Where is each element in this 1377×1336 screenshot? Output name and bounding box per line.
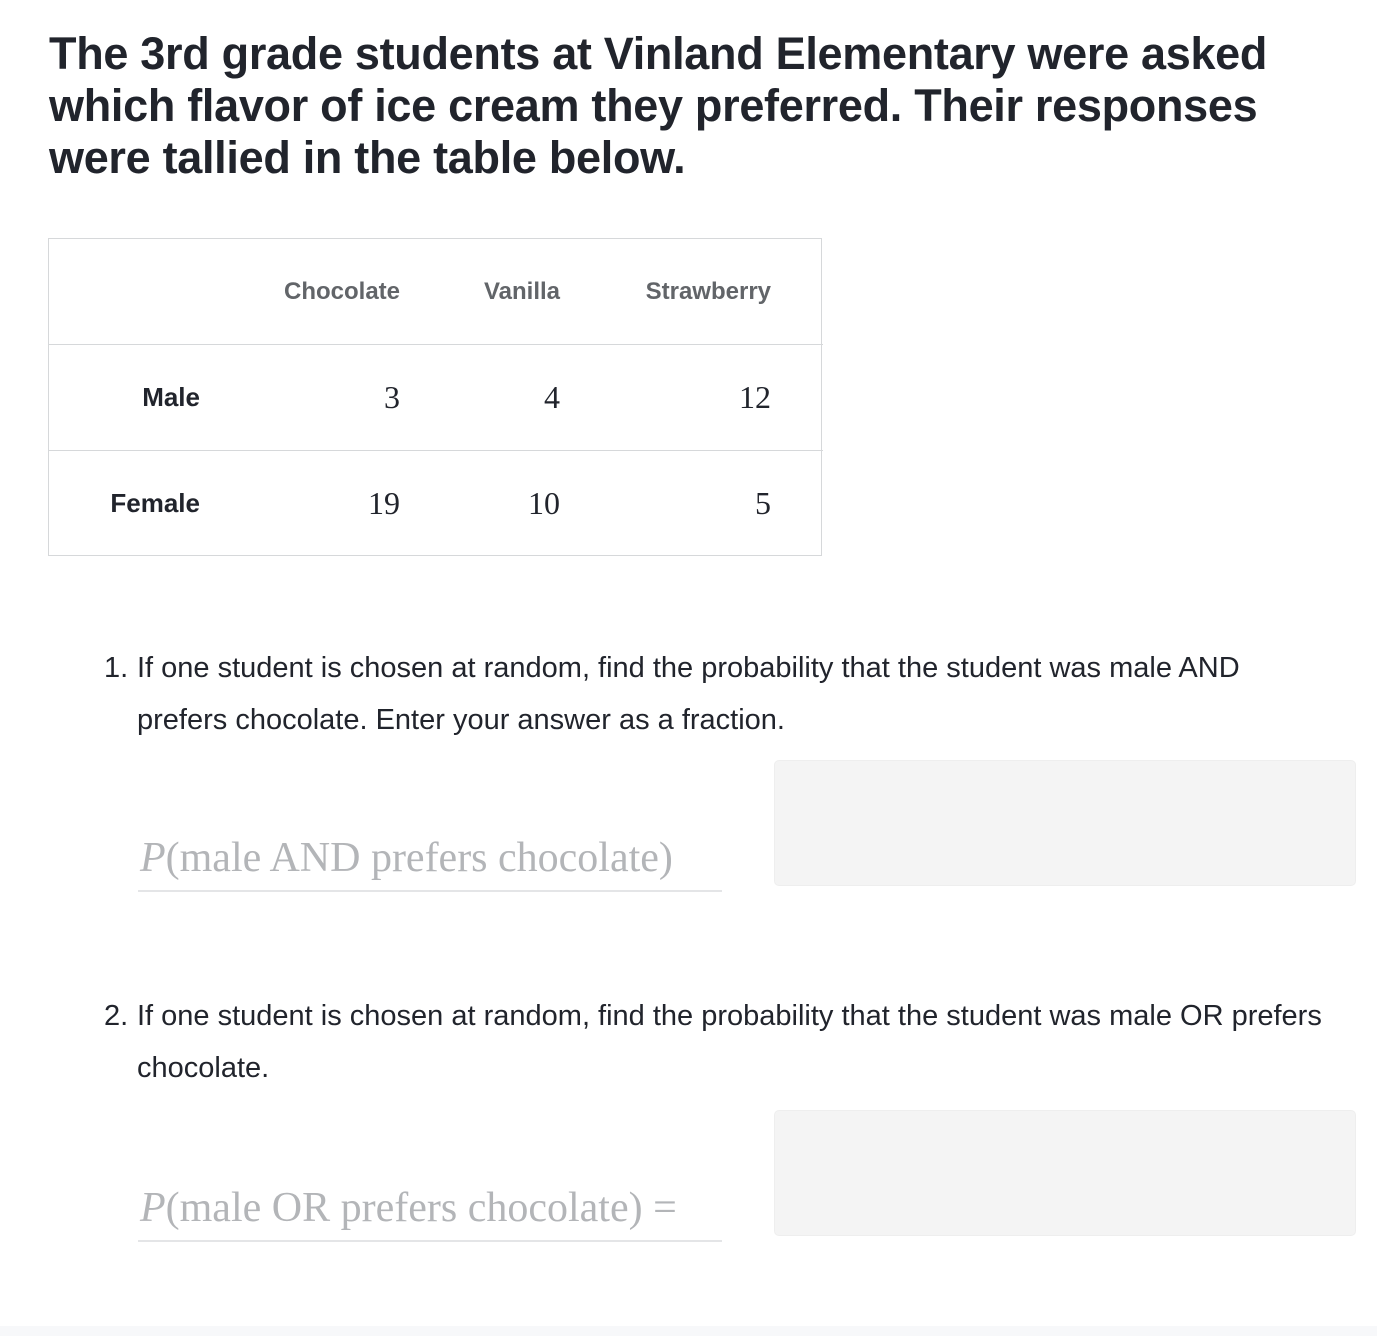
cell-male-strawberry: 12: [560, 345, 771, 451]
table-row: [49, 345, 823, 451]
question-2: [104, 990, 1334, 1094]
question-text: If one student is chosen at random, find the probability that the student was male OR prefers chocolate.: [137, 1000, 1322, 1084]
question-1: [104, 642, 1334, 746]
probability-symbol: P: [140, 1185, 166, 1231]
cell-female-strawberry: 5: [560, 451, 771, 557]
answer-label-1: [138, 832, 722, 892]
row-header-male: Male: [49, 345, 200, 451]
cell-female-vanilla: 10: [400, 451, 560, 557]
table-row: [49, 451, 823, 557]
column-header-chocolate: Chocolate: [283, 277, 400, 305]
question-text: If one student is chosen at random, find the probability that the student was male AND prefers chocolate. Enter your answer as a fraction.: [137, 652, 1240, 736]
corner-cell: [49, 239, 200, 345]
question-number: 2.: [104, 1000, 129, 1032]
problem-intro: The 3rd grade students at Vinland Elementary were asked which flavor of ice cream they preferred. Their responses were tallied in the table below.: [49, 28, 1268, 183]
probability-expression: (male OR prefers chocolate): [165, 1185, 643, 1231]
answer-input-2[interactable]: [774, 1110, 1356, 1236]
tally-table: [48, 238, 822, 556]
column-header-strawberry: Strawberry: [645, 277, 771, 305]
row-header-female: Female: [49, 451, 200, 557]
probability-symbol: P: [140, 835, 166, 881]
answer-input-1[interactable]: [774, 760, 1356, 886]
cell-male-vanilla: 4: [400, 345, 560, 451]
cell-female-chocolate: 19: [200, 451, 400, 557]
column-header-vanilla: Vanilla: [483, 277, 560, 305]
answer-label-2: [138, 1182, 722, 1242]
probability-expression: (male AND prefers chocolate): [165, 835, 673, 881]
equals-sign: =: [642, 1185, 677, 1231]
table-header-row: [49, 239, 823, 345]
question-number: 1.: [104, 652, 129, 684]
page-bottom-strip: [0, 1326, 1377, 1336]
cell-male-chocolate: 3: [200, 345, 400, 451]
